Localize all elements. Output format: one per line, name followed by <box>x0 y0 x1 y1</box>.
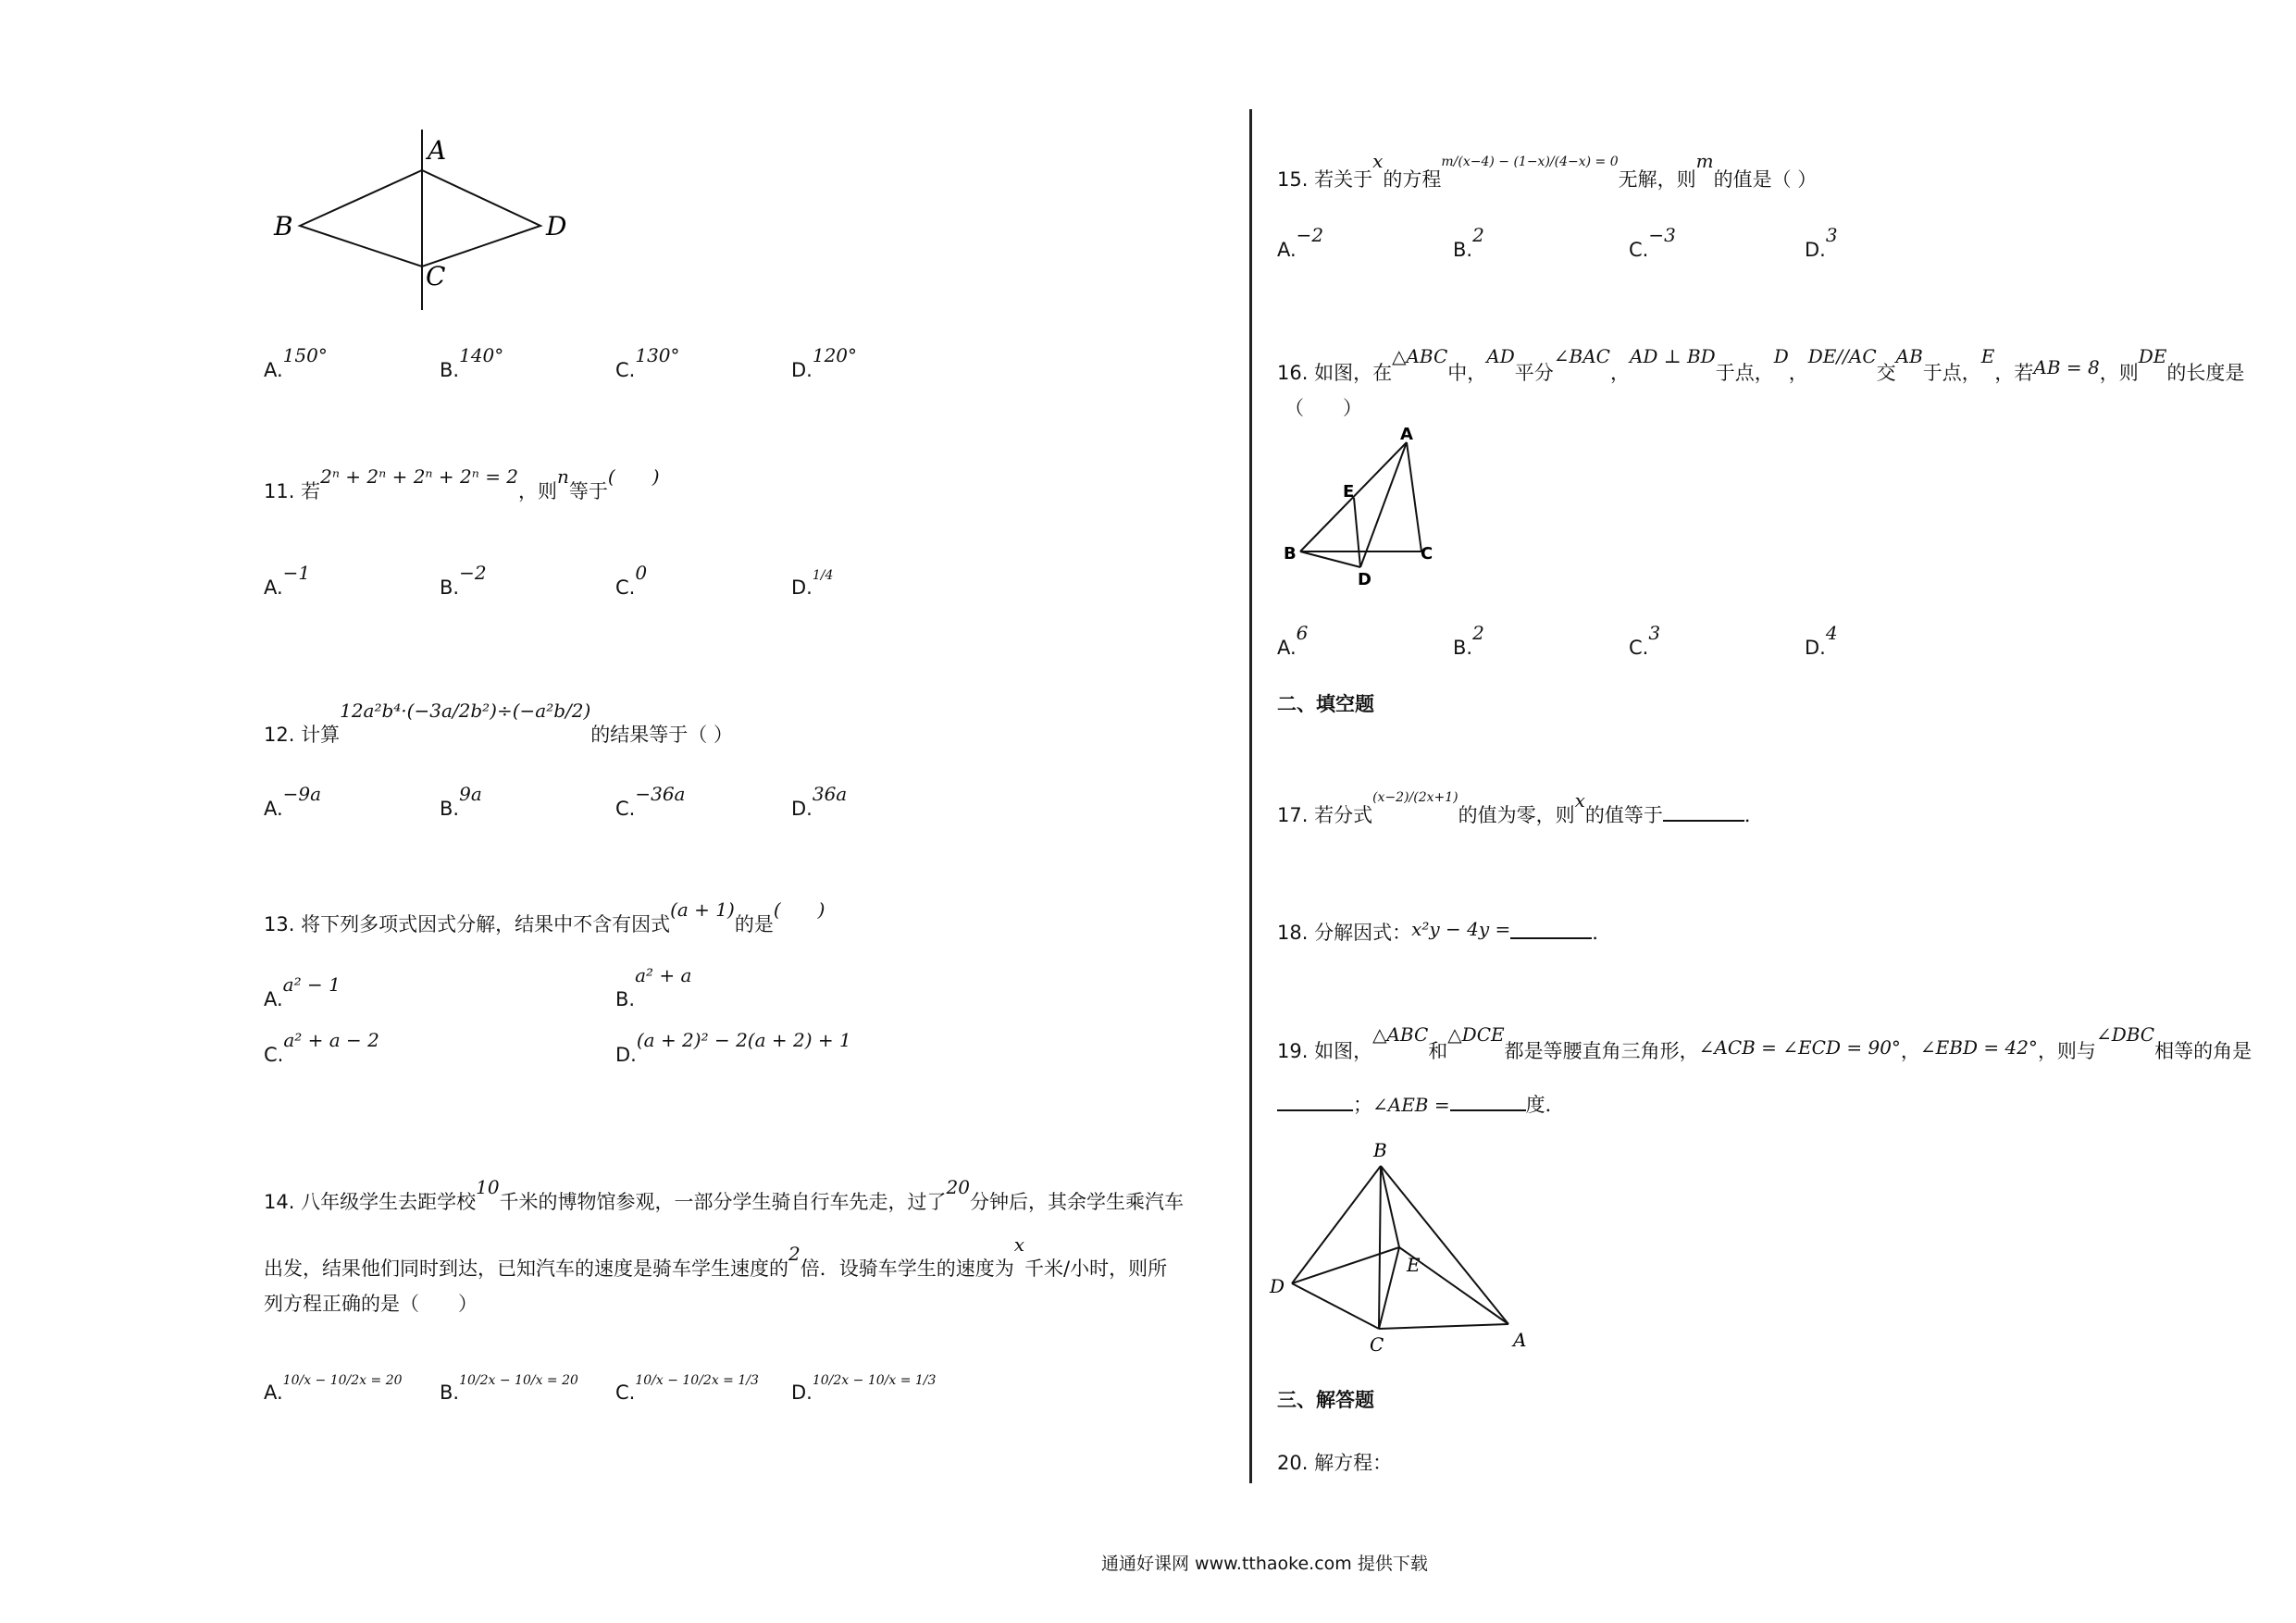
question-14-line1: 14. 八年级学生去距学校10千米的博物馆参观，一部分学生骑自行车先走，过了20分钟后，其余学生乘汽车 <box>264 1176 1184 1213</box>
q13-option-c[interactable]: C.a² + a − 2 <box>264 1029 379 1066</box>
q19-label-e: E <box>1407 1254 1421 1276</box>
q10-rhombus <box>300 170 540 266</box>
q13-option-a[interactable]: A.a² − 1 <box>264 973 341 1010</box>
q13-option-b[interactable]: B.a² + a <box>615 964 692 1010</box>
q16-label-d: D <box>1358 570 1371 589</box>
q11-option-b[interactable]: B.−2 <box>440 562 487 599</box>
q14-option-b[interactable]: B.$^{10/2x - 10/x = 20}$ <box>440 1373 578 1404</box>
q11-expression: 2ⁿ + 2ⁿ + 2ⁿ + 2ⁿ = 2 <box>320 465 519 488</box>
column-divider <box>1249 109 1252 1483</box>
question-13: 13. 将下列多项式因式分解，结果中不含有因式(a + 1)的是( ) <box>264 898 825 935</box>
q19-answer-blank-2[interactable] <box>1450 1093 1526 1111</box>
question-17: 17. 若分式$^{(x-2)/(2x+1)}$的值为零，则x的值等于 ． <box>1277 789 1764 826</box>
q10-figure <box>268 130 583 315</box>
q19-label-d: D <box>1270 1275 1285 1297</box>
q14-option-d[interactable]: D.$^{10/2x - 10/x = 1/3}$ <box>791 1373 937 1404</box>
q11-option-c[interactable]: C.0 <box>615 562 648 599</box>
q10-label-c: C <box>426 261 446 291</box>
section-fill-in: 二、填空题 <box>1277 693 1374 715</box>
q14-option-a[interactable]: A.$^{10/x - 10/2x = 20}$ <box>264 1373 403 1404</box>
q19-label-a: A <box>1513 1329 1527 1351</box>
q12-option-b[interactable]: B.9a <box>440 783 482 820</box>
q13-option-d[interactable]: D.(a + 2)² − 2(a + 2) + 1 <box>615 1029 851 1066</box>
q11-option-a[interactable]: A.−1 <box>264 562 311 599</box>
question-14-line3: 列方程正确的是（ ） <box>264 1293 478 1315</box>
q15-option-c[interactable]: C.−3 <box>1629 224 1676 261</box>
q16-figure <box>1282 426 1448 592</box>
q12-option-a[interactable]: A.−9a <box>264 783 322 820</box>
q11-option-d[interactable]: D.$^{1/4}$ <box>791 568 834 599</box>
section-answer: 三、解答题 <box>1277 1389 1374 1411</box>
q10-label-a: A <box>428 135 447 166</box>
q14-option-c[interactable]: C.$^{10/x - 10/2x = 1/3}$ <box>615 1373 759 1404</box>
q15-option-a[interactable]: A.−2 <box>1277 224 1324 261</box>
q15-option-b[interactable]: B.2 <box>1453 224 1484 261</box>
q16-option-a[interactable]: A.6 <box>1277 622 1309 659</box>
question-14-line2: 出发，结果他们同时到达，已知汽车的速度是骑车学生速度的2倍．设骑车学生的速度为x千米/小时，则所 <box>264 1233 1168 1280</box>
q10-label-d: D <box>546 211 567 242</box>
q19-answer-blank-1[interactable] <box>1277 1093 1353 1111</box>
question-19: 19. 如图，△ABC和△DCE都是等腰直角三角形，∠ACB = ∠ECD = 90°，∠EBD = 42°，则与∠DBC相等的角是 <box>1277 1023 2253 1062</box>
question-16-line2: （ ） <box>1285 397 1362 419</box>
q16-option-c[interactable]: C.3 <box>1629 622 1661 659</box>
q16-option-b[interactable]: B.2 <box>1453 622 1484 659</box>
q12-option-d[interactable]: D.36a <box>791 783 848 820</box>
q10-label-b: B <box>274 211 293 242</box>
q17-answer-blank[interactable] <box>1663 803 1744 822</box>
question-20: 20. 解方程： <box>1277 1452 1393 1474</box>
question-19-line2: ；∠AEB = 度． <box>1277 1090 1565 1118</box>
q19-label-c: C <box>1370 1333 1384 1356</box>
q10-option-b[interactable]: B.140° <box>440 344 504 381</box>
q16-label-e: E <box>1343 482 1355 502</box>
q16-option-d[interactable]: D.4 <box>1805 622 1838 659</box>
q10-option-d[interactable]: D.120° <box>791 344 858 381</box>
q12-expression: 12a²b⁴·(−3a/2b²)÷(−a²b/2) <box>340 700 591 722</box>
q16-label-a: A <box>1400 426 1413 444</box>
question-16: 16. 如图，在△ABC中，AD平分∠BAC，AD ⊥ BD于点，D，DE//AC交AB于点，E，若AB = 8，则DE的长度是 <box>1277 345 2245 384</box>
q19-figure <box>1268 1134 1545 1356</box>
question-12: 12. 计算12a²b⁴·(−3a/2b²)÷(−a²b/2)的结果等于（ ） <box>264 700 733 746</box>
question-11: 11. 若2ⁿ + 2ⁿ + 2ⁿ + 2ⁿ = 2，则n等于( ) <box>264 465 660 502</box>
q18-answer-blank[interactable] <box>1510 921 1592 939</box>
question-18: 18. 分解因式：x²y − 4y = ． <box>1277 918 1612 944</box>
question-15: 15. 若关于x的方程$^{m/(x-4) - (1-x)/(4-x) = 0}$无解，则m的值是（ ） <box>1277 150 1818 191</box>
q15-option-d[interactable]: D.3 <box>1805 224 1838 261</box>
q10-option-c[interactable]: C.130° <box>615 344 680 381</box>
q10-option-a[interactable]: A.150° <box>264 344 328 381</box>
q17-expression: (x−2)/(2x+1) <box>1372 790 1458 805</box>
q19-label-b: B <box>1373 1139 1387 1161</box>
q15-expression: m/(x−4) − (1−x)/(4−x) = 0 <box>1441 155 1619 169</box>
q16-label-c: C <box>1421 544 1433 564</box>
q16-label-b: B <box>1284 544 1297 564</box>
page-footer: 通通好课网 www.tthaoke.com 提供下载 <box>1101 1554 1428 1574</box>
q12-option-c[interactable]: C.−36a <box>615 783 686 820</box>
